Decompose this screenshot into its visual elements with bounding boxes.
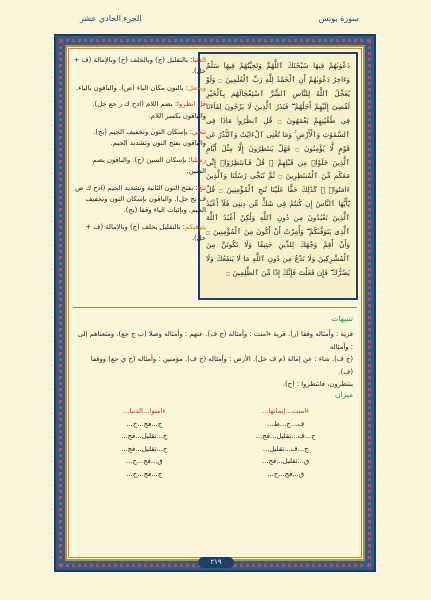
note-item: رسلنا: بإسكان السين (ح). والباقون بضم السين. <box>92 155 206 176</box>
verse-line: وَلَوْ يُعَجِّلُ ٱللَّهُ لِلنَّاسِ ٱلشَّرَّ ٱسْتِعْجَالَهُم بِٱلْخَيْرِ لَقُضِىَ إِلَيْهِمْ أَجَلُهُمْ ۖ فَنَذَرُ ٱلَّذِينَ لَا يَرْجُونَ لِقَآءَنَا فِى طُغْيَٰنِهِمْ يَعْمَهُونَ <box>206 74 350 126</box>
divider <box>73 307 357 308</box>
tanbih-section <box>75 328 353 388</box>
mizan-row: ج...ف...تقليل...فج... ح...تقليل...فج... <box>121 432 316 441</box>
page-header <box>0 0 431 36</box>
mizan-header-row: ءامنت...إيمانها... ءامنوا...الدنيا... <box>122 407 310 415</box>
verse-line: وَأَنْ أَقِمْ وَجْهَكَ لِلدِّينِ حَنِيفًا وَلَا تَكُونَنَّ مِنَ ٱلْمُشْرِكِينَ وَلَا تَدْعُ مِن دُونِ ٱللَّهِ مَا لَا يَنفَعُكَ وَلَا يَضُرُّكَ ۖ فَإِن فَعَلْتَ فَإِنَّكَ إِذًا مِّنَ ٱلظَّٰلِمِينَ <box>206 240 350 277</box>
tanbih-title: تنبيهات <box>331 314 353 323</box>
ornamental-frame <box>56 36 374 570</box>
mizan-table <box>79 405 351 481</box>
note-item: الدنيا: بالتقليل (ج) وبالخلف (ح) وبالإمالة (ف + خل). <box>73 56 206 76</box>
mizan-row: ف...ج...ط... ج...فج...ح... <box>126 419 305 428</box>
verse-line: فَهَلْ يَنتَظِرُونَ إِلَّا مِثْلَ أَيَّامِ ٱلَّذِينَ خَلَوْا۟ مِن قَبْلِهِمْ ۚ قُلْ فَٱنتَظِرُوٓا۟ إِنِّى مَعَكُم مِّنَ ٱلْمُنتَظِرِينَ <box>206 143 350 181</box>
mizan-row: ق...تقليل...فج... ق...فج...ح... <box>125 457 310 466</box>
qiraat-notes <box>73 55 206 295</box>
tanbih-line: ينتظرون، فانتظروا : (ج). <box>282 380 353 388</box>
verse-line: قُلِ ٱنظُرُوا۟ مَاذَا فِى ٱلسَّمَٰوَٰتِ وَٱلْأَرْضِ ۚ وَمَا تُغْنِى ٱلْءَايَٰتُ وَٱلنُّذُرُ عَن قَوْمٍ لَّا يُؤْمِنُونَ <box>206 116 350 153</box>
tanbih-line: (ج ف). شاء : عن إمالة (م ف خل). الأرض : وأمثاله (ج ف). مؤمنين : وأمثاله (ح ي جع) ووقفا (ف). <box>90 355 353 376</box>
surah-title: سورة يونس <box>318 14 359 23</box>
note-item: ننجي: بإسكان النون وتخفيف الجيم (بج). والباقون بفتح النون وتشديد الجيم. <box>93 128 206 148</box>
quran-text-box: دَعْوَىٰهُمْ فِيهَا سُبْحَٰنَكَ ٱللَّهُمَّ وَتَحِيَّتُهُمْ فِيهَا سَلَٰمٌ وَءَاخِرُ دَعْوَىٰهُمْ أَنِ ٱلْحَمْدُ لِلَّهِ رَبِّ ٱلْعَٰلَمِينَ ۝ وَلَوْ يُعَجِّلُ ٱللَّهُ لِلنَّاسِ ٱلشَّرَّ ٱسْتِعْجَالَهُم بِٱلْخَيْرِ لَقُضِىَ إِلَيْهِمْ أَجَلُهُمْ ۖ فَنَذَرُ ٱلَّذِينَ لَا يَرْجُونَ لِقَآءَنَا فِى طُغْيَٰنِهِمْ يَعْمَهُونَ ۝ قُلِ ٱنظُرُوا۟ مَاذَا فِى ٱلسَّمَٰوَٰتِ وَٱلْأَرْضِ ۚ وَمَا تُغْنِى ٱلْءَايَٰتُ وَٱلنُّذُرُ عَن قَوْمٍ لَّا يُؤْمِنُونَ ۝ فَهَلْ يَنتَظِرُونَ إِلَّا مِثْلَ أَيَّامِ ٱلَّذِينَ خَلَوْا۟ مِن قَبْلِهِمْ ۚ قُلْ فَٱنتَظِرُوٓا۟ إِنِّى مَعَكُم مِّنَ ٱلْمُنتَظِرِينَ ۝ ثُمَّ نُنَجِّى رُسُلَنَا وَٱلَّذِينَ ءَامَنُوا۟ ۚ كَذَٰلِكَ حَقًّا عَلَيْنَا نُنجِ ٱلْمُؤْمِنِينَ ۝ قُلْ يَٰٓأَيُّهَا ٱلنَّاسُ إِن كُنتُمْ فِى شَكٍّ مِّن دِينِى فَلَآ أَعْبُدُ ٱلَّذِينَ تَعْبُدُونَ مِن دُونِ ٱللَّهِ وَلَٰكِنْ أَعْبُدُ ٱللَّهَ ٱلَّذِى يَتَوَفَّىٰكُمْ ۖ وَأُمِرْتُ أَنْ أَكُونَ مِنَ ٱلْمُؤْمِنِينَ ۝ وَأَنْ أَقِمْ وَجْهَكَ لِلدِّينِ حَنِيفًا وَلَا تَكُونَنَّ مِنَ ٱلْمُشْرِكِينَ وَلَا تَدْعُ مِن دُونِ ٱللَّهِ مَا لَا يَنفَعُكَ وَلَا يَضُرُّكَ ۖ فَإِن فَعَلْتَ فَإِنَّكَ إِذًا مِّنَ ٱلظَّٰلِمِينَ ۝ <box>198 52 358 300</box>
note-item: يتوفيكم: بالتقليل بخلف (ج) وبالإمالة (ف + خل). <box>85 222 206 243</box>
page-number: ٢١٩ <box>198 557 234 568</box>
juz-title: الجزء الحادي عشر <box>80 14 142 23</box>
verse-line: ثُمَّ نُنَجِّى رُسُلَنَا وَٱلَّذِينَ ءَامَنُوا۟ ۚ كَذَٰلِكَ حَقًّا عَلَيْنَا نُنجِ ٱلْمُؤْمِنِينَ <box>206 171 350 195</box>
verse-line: دَعْوَىٰهُمْ فِيهَا سُبْحَٰنَكَ ٱللَّهُمَّ وَتَحِيَّتُهُمْ فِيهَا سَلَٰمٌ وَءَاخِرُ دَعْوَىٰهُمْ أَنِ ٱلْحَمْدُ لِلَّهِ رَبِّ ٱلْعَٰلَمِينَ <box>206 61 350 84</box>
mizan-title: ميزان <box>334 390 353 399</box>
note-item: ويجعل: بالنون مكان الياء (ص). والباقون بالياء. <box>76 83 206 92</box>
note-item: ننج: بفتح النون الثانية وتشديد الجيم (ادح ك ص ف بج خل). والباقون بإسكان النون وتخفيف الجيم. وبإثبات الياء وقفا (بج). <box>75 183 206 215</box>
note-item: قل انظروا: بضم اللام (ادح ك ر جع خل). والباقون بكسر اللام. <box>92 100 206 120</box>
verse-line: قُلْ يَٰٓأَيُّهَا ٱلنَّاسُ إِن كُنتُمْ فِى شَكٍّ مِّن دِينِى فَلَآ أَعْبُدُ ٱلَّذِينَ تَعْبُدُونَ مِن دُونِ ٱللَّهِ وَلَٰكِنْ أَعْبُدُ ٱللَّهَ ٱلَّذِى يَتَوَفَّىٰكُمْ ۖ وَأُمِرْتُ أَنْ أَكُونَ مِنَ ٱلْمُؤْمِنِينَ <box>206 185 350 236</box>
mizan-row: ج...ف...تقليل... ح...تقليل...فج... <box>121 444 309 453</box>
mizan-row: ق...فج...ح... ج...فج...ح... <box>126 469 305 478</box>
tanbih-line: قرية : وأمثاله وقفا (ز). قرية ءامنت : وأمثاله (ج ف). عنهم : وأمثاله وصلا (ب ج جع). ومتعناهم إلى : وأمثاله <box>77 330 353 351</box>
